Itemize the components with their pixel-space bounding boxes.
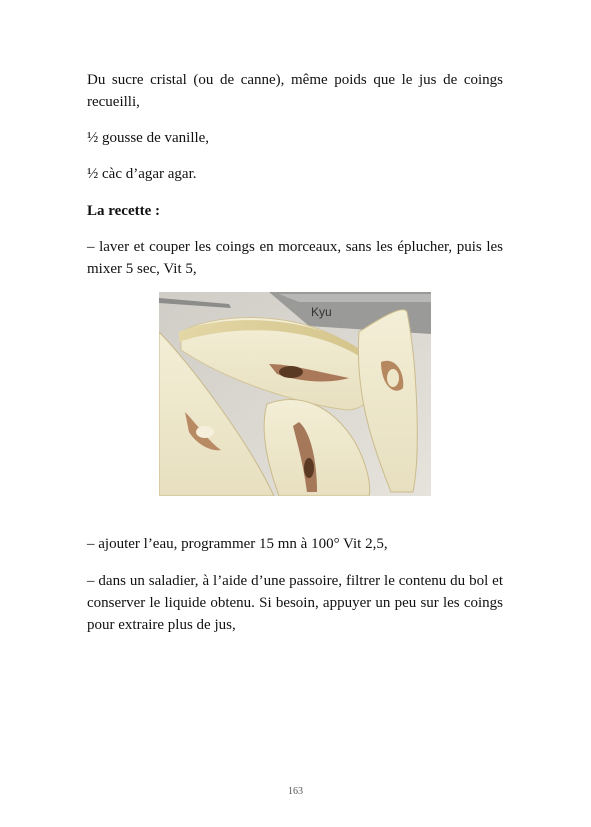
page-number: 163 — [288, 786, 303, 797]
ingredient-vanilla: ½ gousse de vanille, — [87, 130, 210, 146]
recipe-step-2: – ajouter l’eau, programmer 15 mn à 100° Vit 2,5, — [87, 536, 388, 552]
knife-brand-label: Kyu — [311, 305, 332, 319]
recipe-step-1: – laver et couper les coings en morceaux, sans les éplucher, puis les mixer 5 sec, Vit 5, — [87, 239, 503, 277]
ingredient-sugar: Du sucre cristal (ou de canne), même poids que le jus de coings recueilli, — [87, 72, 503, 110]
ingredient-agar: ½ càc d’agar agar. — [87, 166, 197, 182]
recipe-heading: La recette : — [87, 203, 161, 219]
recipe-step-3: – dans un saladier, à l’aide d’une passoire, filtrer le contenu du bol et conserver le liquide obtenu. Si besoin, appuyer un peu sur les coings pour extraire plus de jus, — [87, 573, 503, 633]
quince-photo — [159, 292, 431, 496]
